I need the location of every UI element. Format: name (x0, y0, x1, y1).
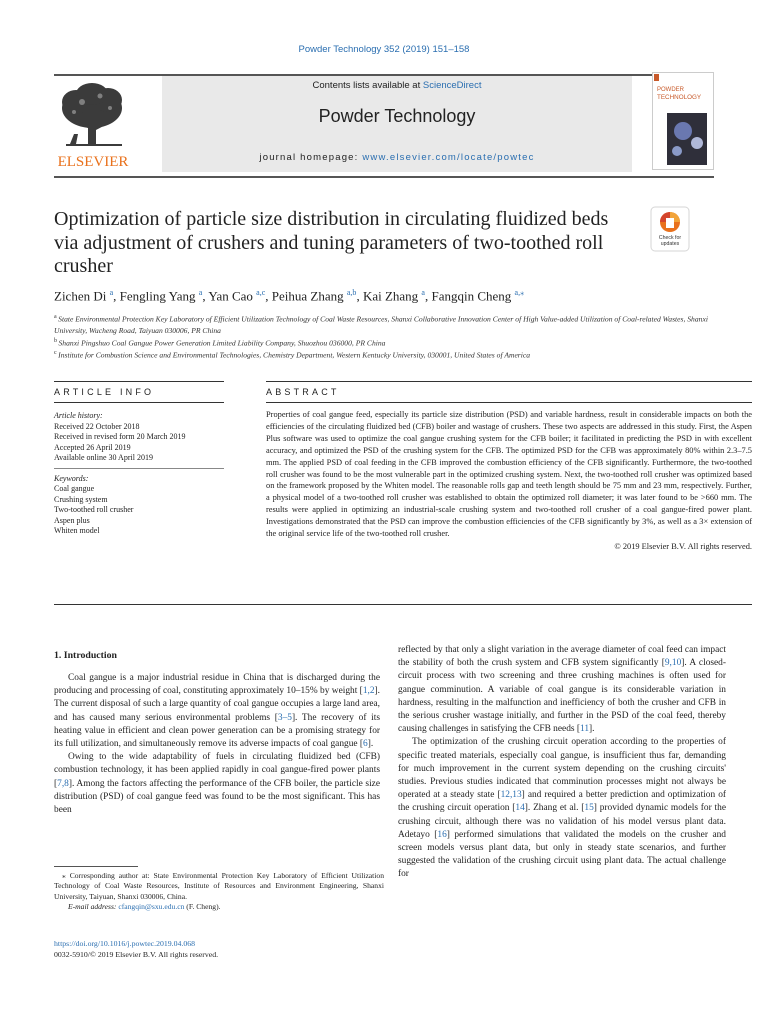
body-paragraph: reflected by that only a slight variation in the average diameter of coal feed can impact the stability of both the crush system and CFB system significantly [9,10]. A closed-circuit process with two screening and three crushing machines is often used for gangue comminution. A variable of coal gangue is its considerable variation in hardness, resulting in the malfunction and inefficiency of both the crusher and CFB in the serious crusher wastage initially, and further in the PSD of the coal feed, thereby causing challenges in satisfying the CFB needs [11]. (398, 645, 726, 735)
body-paragraph: Owing to the wide adaptability of fuels in circulating fluidized bed (CFB) combustion technology, it has been applied rapidly in coal gangue-fired power plants [7,8]. Among the factors affecting the performance of the CFB boiler, the particle size distribution (PSD) of coal gangue feed was found to be the most significant. This has been (54, 752, 380, 816)
abstract-copyright: © 2019 Elsevier B.V. All rights reserved. (614, 541, 752, 551)
affiliation-text: Shanxi Pingshuo Coal Gangue Power Generation Limited Liability Company, Shuozhou 036000, PR China (58, 338, 386, 348)
abstract-end-rule (54, 604, 752, 605)
check-for-updates-badge[interactable] (650, 206, 690, 252)
footnote-text: ⁎ Corresponding author at: State Environmental Protection Key Laboratory of Efficient Utilization Technology of Coal Waste Resources, Institute of Resources and Environment Engineering, Shanxi University, Taiyuan, Shanxi 030006, China. (54, 871, 384, 901)
history-label: Article history: (54, 411, 103, 420)
issn-line: 0032-5910/© 2019 Elsevier B.V. All rights reserved. (54, 950, 219, 959)
abstract-text: Properties of coal gangue feed, especially its particle size distribution (PSD) and variable hardness, result in considerable impacts on both the efficiencies of the circulating fluidized bed (CFB) boiler and wastage of crushers. These two aspects are addressed in this study. First, the Aspen Plus software was used to optimize the coal gangue crushing system for the CFB boiler; it facilitated in predicting the PSD in with excellent accuracy, and optimized the PSD of the crushing system for the CFB. The optimized PSD for the CFB was approximately 80% within 2.3–7.5 mm. The applied PSD of coal feeding in the CFB improved the combustion efficiency of the CFB significantly. Furthermore, the two-toothed roll crusher was found to be the most vulnerable part in the optimized crushing system. Next, the two-toothed roll crusher was optimized based on the framework proposed by the Whiten model. The reasonable rolls gap and teeth length should be 75 mm and 23 mm, respectively. Further, a physical model of a two-toothed roll crusher was established to obtain the optimized roll diameter; it was later found to be >660 mm. The results were applied in optimizing an industrial-scale crushing system and two-toothed roll crusher of a coal gangue-fired power plant. Investigations demonstrated that the PSD can improve the combustion efficiencies of the CFB significantly by 3%, as well as a 3× extension of the original service life of the two-toothed roll crusher. (266, 410, 752, 539)
email-label: E-mail address: (68, 902, 117, 912)
author-affiliation-marker[interactable]: a (198, 288, 203, 297)
email-suffix: (F. Cheng). (184, 902, 221, 912)
reference-link[interactable]: 7,8 (57, 778, 69, 789)
author-affiliation-marker[interactable]: a,⁎ (514, 288, 525, 297)
email-line (54, 902, 384, 912)
body-column-left (54, 672, 380, 817)
email-link[interactable]: cfangqin@sxu.edu.cn (118, 902, 185, 912)
keyword-item: Crushing system (54, 494, 108, 504)
doi-block (54, 938, 218, 960)
article-info-rule-bottom (54, 402, 224, 403)
keyword-item: Aspen plus (54, 515, 90, 525)
author-affiliation-marker[interactable]: a,b (346, 288, 357, 297)
author-separator: , (356, 288, 363, 304)
author-separator: , (265, 288, 272, 304)
doi-link[interactable]: https://doi.org/10.1016/j.powtec.2019.04.068 (54, 939, 196, 948)
article-info-divider (54, 468, 224, 469)
author-name[interactable]: Fangqin Cheng (431, 288, 515, 304)
journal-name: Powder Technology (318, 106, 476, 126)
reference-link[interactable]: 15 (584, 803, 594, 814)
citation-link[interactable]: Powder Technology 352 (2019) 151–158 (298, 44, 470, 55)
homepage-link[interactable]: www.elsevier.com/locate/powtec (362, 152, 535, 163)
journal-homepage (162, 152, 632, 163)
keywords-label: Keywords: (54, 473, 89, 483)
author-list (54, 288, 714, 304)
elsevier-wordmark: ELSEVIER (57, 154, 129, 170)
affiliation-text: Institute for Combustion Science and Environmental Technologies, Chemistry Department, Western Kentucky University, 030001, United States of America (58, 350, 531, 360)
cover-title-1: POWDER (657, 87, 684, 93)
body-paragraph: The optimization of the crushing circuit operation according to the properties of specific treated materials, especially coal gangue, is insufficient thus far, demanding for much improvement in the current system depending on the crushing circuits' studies. Previous studies indicated that comminution processes might not always be operated at a steady state [12,13] and required a better prediction and optimization of the crushing circuit operation [14]. Zhang et al. [15] provided dynamic models for the crushing circuit, although there was no validation of his model versus plant data. Adetayo [16] performed simulations that validated the models on the crusher and screen models versus plant data, but only in steady state scenarios, and further suggested the validation of the crushing circuit using plant data. The actual challenge for (398, 737, 726, 880)
affiliation-marker: c (54, 350, 59, 357)
check-updates-line-1: Check for (658, 235, 682, 241)
homepage-prefix: journal homepage: (259, 152, 363, 163)
article-info-rule-top (54, 381, 224, 382)
section-heading: 1. Introduction (54, 650, 117, 661)
author-separator: , (113, 288, 120, 304)
keyword-item: Whiten model (54, 526, 100, 535)
cover-title-2: TECHNOLOGY (657, 94, 702, 101)
article-info-heading: ARTICLE INFO (54, 387, 155, 397)
reference-link[interactable]: 14 (515, 803, 525, 814)
abstract-heading: ABSTRACT (266, 387, 340, 397)
contents-prefix: Contents lists available at (312, 80, 423, 91)
keyword-item: Two-toothed roll crusher (54, 505, 134, 514)
reference-link[interactable]: 11 (580, 724, 590, 735)
check-updates-line-2: updates (660, 241, 680, 247)
author-name[interactable]: Yan Cao (208, 288, 257, 304)
contents-line (162, 80, 632, 91)
accepted-date: Accepted 26 April 2019 (54, 442, 131, 452)
footnote-rule (54, 866, 138, 867)
journal-citation[interactable] (0, 44, 768, 55)
online-date: Available online 30 April 2019 (54, 453, 153, 462)
reference-link[interactable]: 9,10 (664, 658, 682, 669)
keyword-item: Coal gangue (54, 484, 95, 493)
author-name[interactable]: Peihua Zhang (271, 288, 347, 304)
body-paragraph: Coal gangue is a major industrial residue in China that is discharged during the producing and processing of coal, constituting approximately 10–15% by weight [1,2]. The current disposal of such a large quantity of coal gangue occupies a large land area, and has caused many serious environmental problems [3–5]. The recovery of its heating value in efficient and clean power generation can be a promising strategy for its full utilization, and simultaneously remove its adverse impacts of coal gangue [6]. (54, 673, 380, 750)
affiliation-text: State Environmental Protection Key Laboratory of Efficient Utilization Technology of Coal Waste Resources, Shanxi Collaborative Innovation Center of High Value-added Utilization of Coal-related Wastes, Shanxi University, Wucheng Road, Taiyuan 030006, PR China (54, 314, 708, 335)
article-info-block (54, 411, 224, 537)
abstract-rule-bottom (266, 402, 752, 403)
author-name[interactable]: Zichen Di (54, 288, 110, 304)
author-separator: , (202, 288, 209, 304)
abstract-rule-top (266, 381, 752, 382)
elsevier-tree-logo (52, 78, 134, 170)
author-name[interactable]: Kai Zhang (362, 288, 422, 304)
affiliation-marker: a (54, 314, 59, 320)
author-affiliation-marker[interactable]: a (109, 288, 114, 297)
reference-link[interactable]: 16 (437, 829, 447, 840)
affiliation-marker: b (54, 337, 59, 344)
author-affiliation-marker[interactable]: a (421, 288, 425, 297)
author-separator: , (424, 288, 432, 304)
body-column-right (398, 644, 726, 882)
affiliation-item (54, 348, 714, 361)
reference-link[interactable]: 1,2 (362, 686, 375, 697)
reference-link[interactable]: 12,13 (500, 790, 522, 801)
revised-date: Received in revised form 20 March 2019 (54, 432, 186, 441)
abstract-body (266, 409, 752, 553)
affiliation-item (54, 312, 714, 336)
corresponding-author-footnote (54, 871, 384, 913)
journal-cover-thumbnail[interactable] (652, 72, 714, 170)
cover-artwork (653, 73, 714, 170)
sciencedirect-link[interactable]: ScienceDirect (422, 80, 482, 91)
article-title: Optimization of particle size distribution in circulating fluidized beds via adjustment of crushers and tuning parameters of two-toothed roll crusher (54, 208, 609, 277)
reference-link[interactable]: 3–5 (277, 712, 292, 723)
affiliation-item (54, 336, 714, 349)
received-date: Received 22 October 2018 (54, 421, 140, 431)
reference-link[interactable]: 6 (363, 739, 368, 750)
header-rule-bottom (54, 176, 714, 178)
affiliations (54, 312, 714, 361)
author-affiliation-marker[interactable]: a,c (256, 288, 266, 297)
author-name[interactable]: Fengling Yang (119, 288, 199, 304)
